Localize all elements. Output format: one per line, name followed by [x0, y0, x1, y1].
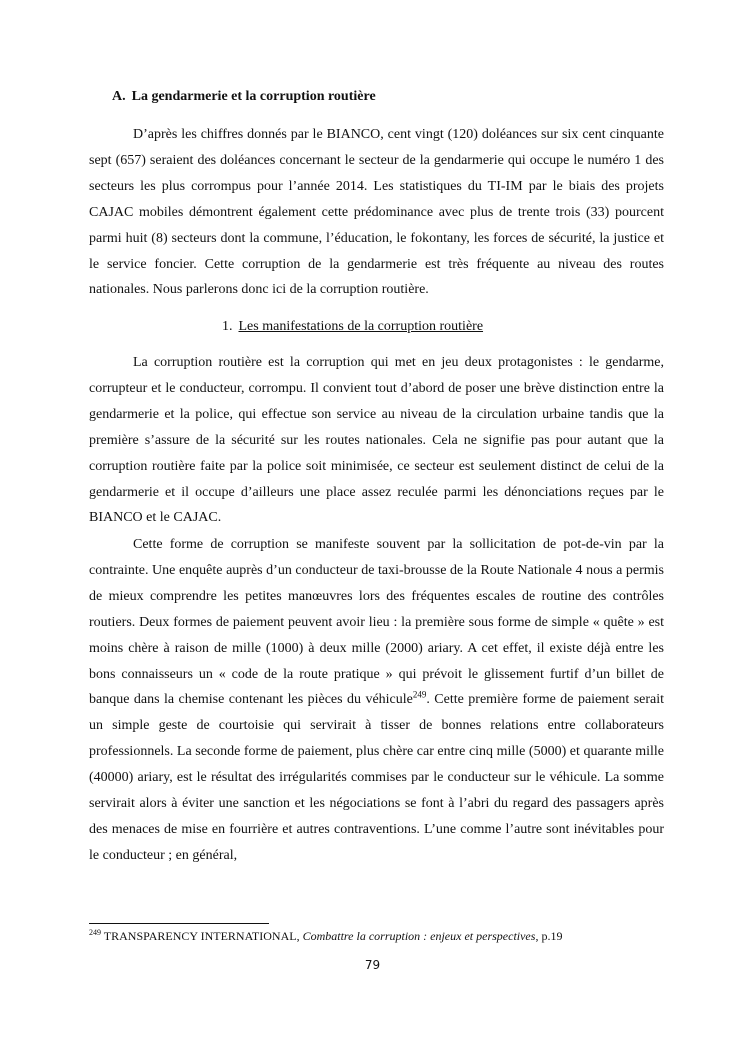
- footnote-number: 249: [89, 928, 101, 937]
- subsection-title: Les manifestations de la corruption routière: [238, 319, 484, 334]
- section-heading: [112, 89, 376, 105]
- paragraph-definition: [89, 350, 664, 531]
- footnote-reference[interactable]: 249: [412, 689, 427, 700]
- footnote-page: , p.19: [535, 929, 563, 943]
- section-number: A.: [112, 89, 126, 104]
- paragraph-payment-text-1: Cette forme de corruption se manifeste souvent par la sollicitation de pot-de-vin par la contrainte. Une enquête auprès d’un conducteur de taxi-brousse de la Route Nationale 4 nous a permis de mieux comprendre les petites manœuvres lors des fréquentes escales de routine des contrôles routiers. Deux formes de paiement peuvent avoir lieu : la première sous forme de simple « quête » est moins chère à raison de mille (1000) à deux mille (2000) ariary. A cet effet, il existe déjà entre les bons connaisseurs un « code de la route pratique » qui prévoit le glissement furtif d’un billet de banque dans la chemise contenant les pièces du véhicule: [89, 537, 664, 708]
- paragraph-intro-text: D’après les chiffres donnés par le BIANCO, cent vingt (120) doléances sur six cent cinquante sept (657) seraient des doléances concernant le secteur de la gendarmerie qui occupe le numéro 1 des secteurs les plus corrompus pour l’année 2014. Les statistiques du TI-IM par le biais des projets CAJAC mobiles démontrent également cette prédominance avec plus de trente trois (33) pourcent parmi huit (8) secteurs dont la commune, l’éducation, le fokontany, les forces de sécurité, la justice et le service foncier. Cette corruption de la gendarmerie est très fréquente au niveau des routes nationales. Nous parlerons donc ici de la corruption routière.: [89, 127, 664, 298]
- paragraph-payment-forms: [89, 532, 664, 869]
- paragraph-intro: [89, 122, 664, 303]
- subsection-number: 1.: [222, 319, 233, 334]
- paragraph-payment-text-2: . Cette première forme de paiement serait un simple geste de courtoisie qui servirait à tisser de bonnes relations entre collaborateurs professionnels. La seconde forme de paiement, plus chère car entre cinq mille (5000) et quarante mille (40000) ariary, est le résultat des irrégularités commises par le conducteur sur le véhicule. La somme servirait alors à éviter une sanction et les négociations se font à l’abri du regard des passagers après des menaces de mise en fourrière et autres contraventions. L’une comme l’autre sont inévitables pour le conducteur ; en général,: [89, 692, 665, 863]
- section-title: La gendarmerie et la corruption routière: [131, 89, 376, 104]
- footnote-separator: [89, 923, 269, 924]
- page-number: 79: [364, 958, 381, 972]
- footnote: [89, 929, 562, 944]
- footnote-title: Combattre la corruption : enjeux et perspectives: [302, 929, 536, 943]
- footnote-author: TRANSPARENCY INTERNATIONAL,: [103, 929, 300, 943]
- subsection-heading: [222, 319, 483, 335]
- paragraph-definition-text: La corruption routière est la corruption qui met en jeu deux protagonistes : le gendarme, corrupteur et le conducteur, corrompu. Il convient tout d’abord de poser une brève distinction entre la gendarmerie et la police, qui effectue son service au niveau de la circulation urbaine tandis que la première s’assure de la sécurité sur les routes nationales. Cela ne signifie pas pour autant que la corruption routière faite par la police soit minimisée, ce secteur est seulement distinct de celui de la gendarmerie et il occupe d’ailleurs une place assez reculée parmi les dénonciations reçues par le BIANCO et le CAJAC.: [89, 355, 664, 526]
